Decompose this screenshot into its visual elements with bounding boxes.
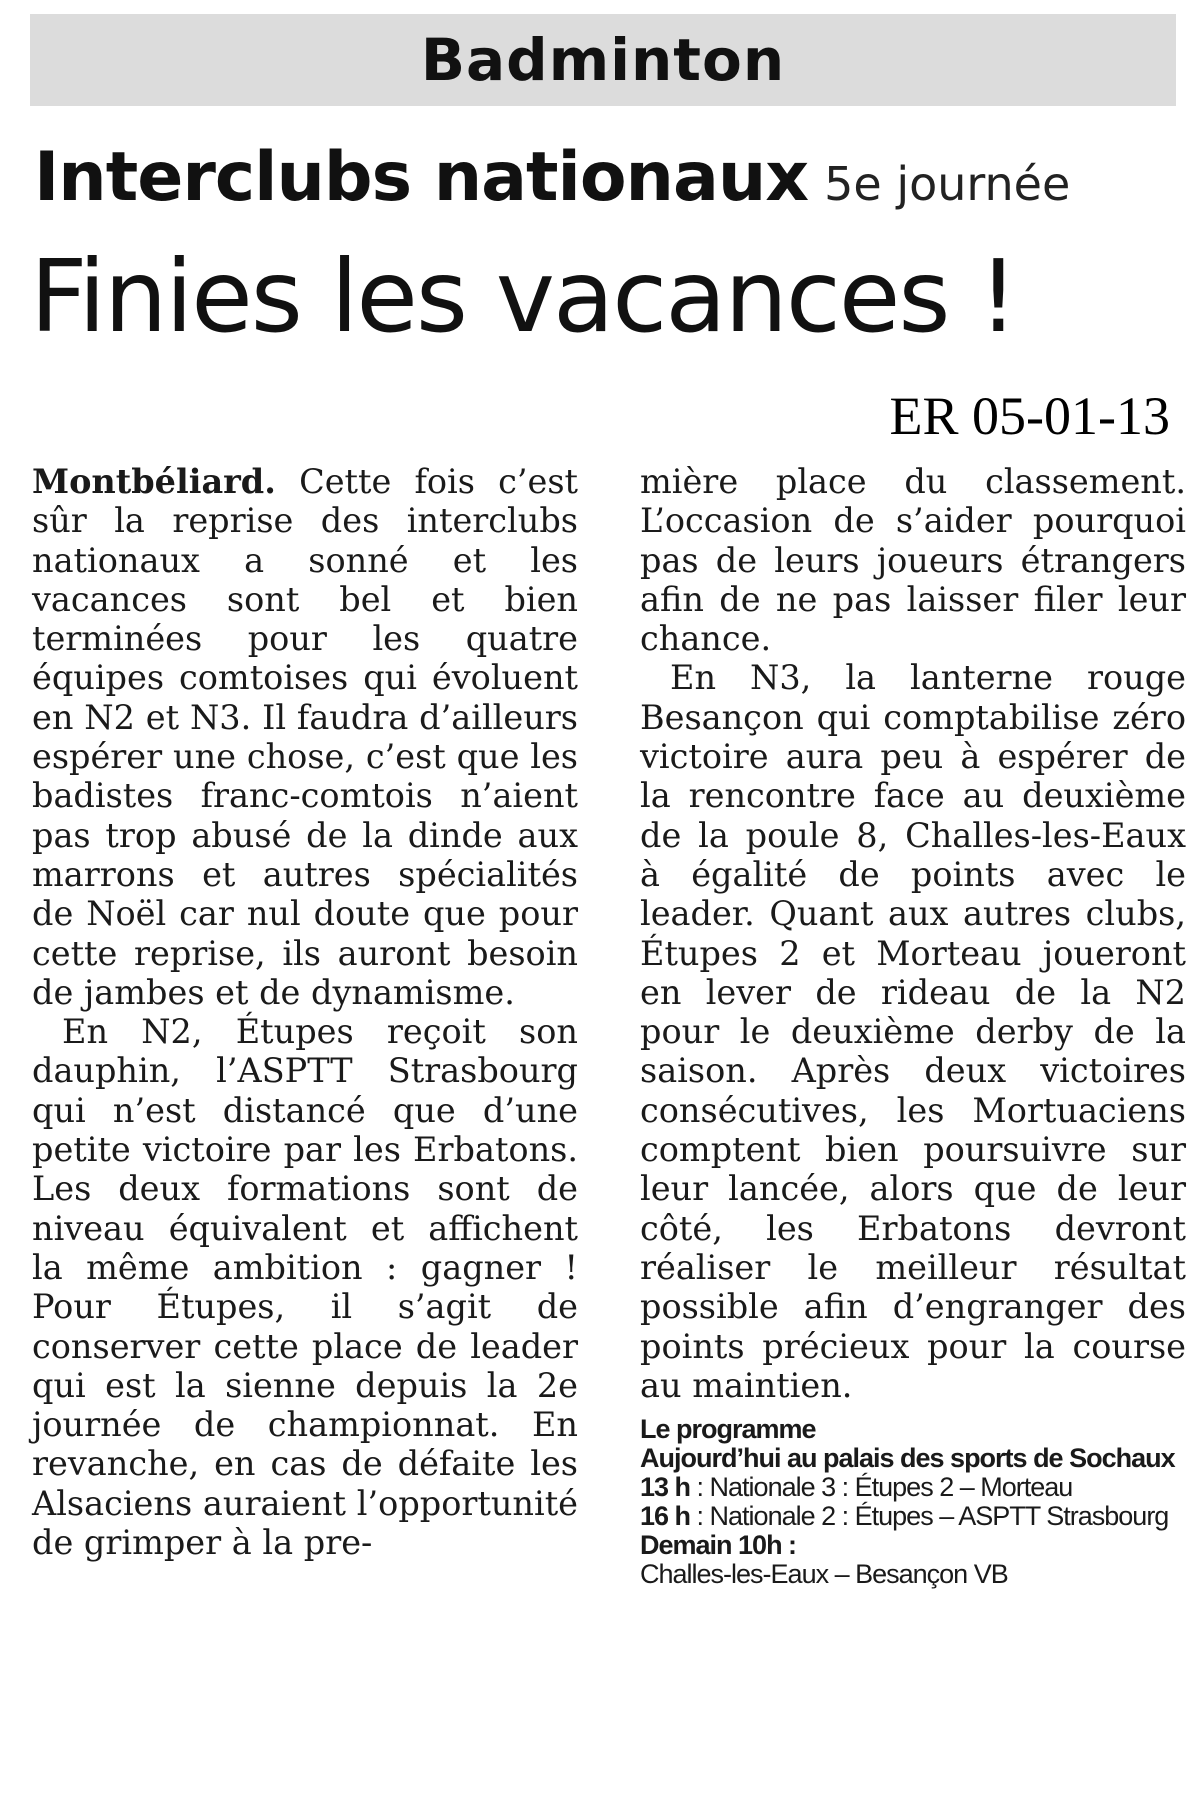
match-2-time: 16 h: [640, 1501, 691, 1532]
clipping-reference: ER 05-01-13: [889, 386, 1170, 446]
article-column-left: [32, 462, 578, 1562]
kicker-title: Interclubs nationaux: [34, 138, 809, 217]
article-column-right: [640, 462, 1186, 1589]
kicker-subtitle: 5e journée: [824, 157, 1071, 211]
programme-title: Le programme: [640, 1414, 816, 1445]
programme-box: [640, 1415, 1186, 1589]
article-paragraph-2-cont: [640, 462, 1186, 658]
section-banner: [30, 14, 1176, 106]
article-paragraph-2: [32, 1012, 578, 1562]
headline: Finies les vacances !: [30, 238, 1017, 355]
programme-tomorrow: Demain 10h :: [640, 1530, 797, 1561]
section-title: Badminton: [420, 26, 786, 94]
paragraph-2-text: En N2, Étupes reçoit son dauphin, l’ASPTT Strasbourg qui n’est distancé que d’une petite victoire par les Erbatons. Les deux formations sont de niveau équivalent et affichent la même ambition : gagner ! Pour Étupes, il s’agit de conserver cette place de leader qui est la sienne depuis la 2e journée de championnat. En revanche, en cas de défaite les Alsaciens auraient l’opportunité de grimper à la pre-: [32, 1012, 578, 1563]
article-paragraph-1: [32, 462, 578, 1012]
match-1-time: 13 h: [640, 1472, 691, 1503]
match-1-desc: : Nationale 3 : Étupes 2 – Morteau: [690, 1472, 1073, 1503]
match-2-desc: : Nationale 2 : Étupes – ASPTT Strasbourg: [690, 1501, 1169, 1532]
programme-match-3: Challes-les-Eaux – Besançon VB: [640, 1559, 1008, 1590]
article-paragraph-3: [640, 658, 1186, 1405]
paragraph-2-continued: mière place du classement. L’occasion de s’aider pourquoi pas de leurs joueurs étrangers afin de ne pas laisser filer leur chance.: [640, 462, 1186, 659]
programme-venue: Aujourd’hui au palais des sports de Sochaux: [640, 1443, 1175, 1474]
kicker: [34, 138, 1070, 217]
paragraph-1-text: Cette fois c’est sûr la reprise des interclubs nationaux a sonné et les vacances sont bel et bien terminées pour les quatre équipes comtoises qui évoluent en N2 et N3. Il faudra d’ailleurs espérer une chose, c’est que les badistes franc-comtois n’aient pas trop abusé de la dinde aux marrons et autres spécialités de Noël car nul doute que pour cette reprise, ils auront besoin de jambes et de dynamisme.: [32, 462, 578, 1012]
programme-match-2: [640, 1502, 1186, 1531]
dateline: Montbéliard.: [32, 462, 276, 501]
paragraph-3-text: En N3, la lanterne rouge Besançon qui comptabilise zéro victoire aura peu à espérer de la rencontre face au deuxième de la poule 8, Challes-les-Eaux à égalité de points avec le leader. Quant aux autres clubs, Étupes 2 et Morteau joueront en lever de rideau de la N2 pour le deuxième derby de la saison. Après deux victoires consécutives, les Mortuaciens comptent bien poursuivre sur leur lancée, alors que de leur côté, les Erbatons devront réaliser le meilleur résultat possible afin d’engranger des points précieux pour la course au maintien.: [640, 658, 1186, 1405]
programme-match-1: [640, 1473, 1186, 1502]
